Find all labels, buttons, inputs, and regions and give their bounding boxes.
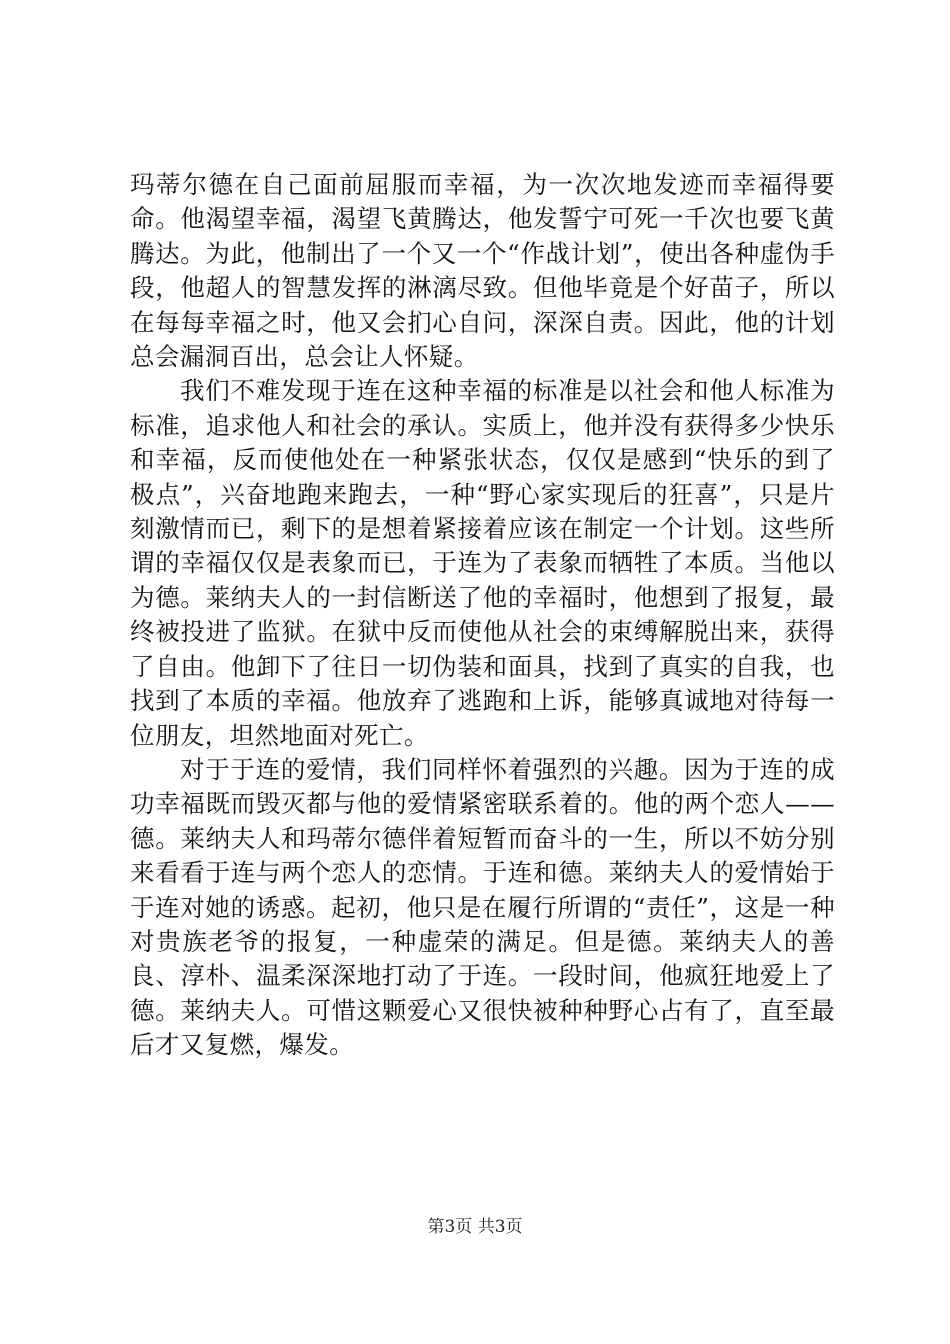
paragraph-2: 我们不难发现于连在这种幸福的标准是以社会和他人标准为标准，追求他人和社会的承认。实质上，他并没有获得多少快乐和幸福，反而使他处在一种紧张状态，仅仅是感到“快乐的到了极点”，兴奋地跑来跑去，一种“野心家实现后的狂喜”，只是片刻激情而已，剩下的是想着紧接着应该在制定一个计划。这些所谓的幸福仅仅是表象而已，于连为了表象而牺牲了本质。当他以为德。莱纳夫人的一封信断送了他的幸福时，他想到了报复，最终被投进了监狱。在狱中反而使他从社会的束缚解脱出来，获得了自由。他卸下了往日一切伪装和面具，找到了真实的自我，也找到了本质的幸福。他放弃了逃跑和上诉，能够真诚地对待每一位朋友，坦然地面对死亡。 (130, 376, 835, 750)
body-text (130, 168, 835, 1063)
paragraph-1: 玛蒂尔德在自己面前屈服而幸福，为一次次地发迹而幸福得要命。他渴望幸福，渴望飞黄腾达，他发誓宁可死一千次也要飞黄腾达。为此，他制出了一个又一个“作战计划”，使出各种虚伪手段，他超人的智慧发挥的淋漓尽致。但他毕竟是个好苗子，所以在每每幸福之时，他又会扪心自问，深深自责。因此，他的计划总会漏洞百出，总会让人怀疑。 (130, 170, 835, 372)
paragraph-3: 对于于连的爱情，我们同样怀着强烈的兴趣。因为于连的成功幸福既而毁灭都与他的爱情紧密联系着的。他的两个恋人——德。莱纳夫人和玛蒂尔德伴着短暂而奋斗的一生，所以不妨分别来看看于连与两个恋人的恋情。于连和德。莱纳夫人的爱情始于于连对她的诱惑。起初，他只是在履行所谓的“责任”，这是一种对贵族老爷的报复，一种虚荣的满足。但是德。莱纳夫人的善良、淳朴、温柔深深地打动了于连。一段时间，他疯狂地爱上了德。莱纳夫人。可惜这颗爱心又很快被种种野心占有了，直至最后才又复燃，爆发。 (130, 754, 835, 1060)
page-number-footer: 第3页 共3页 (427, 1217, 523, 1237)
